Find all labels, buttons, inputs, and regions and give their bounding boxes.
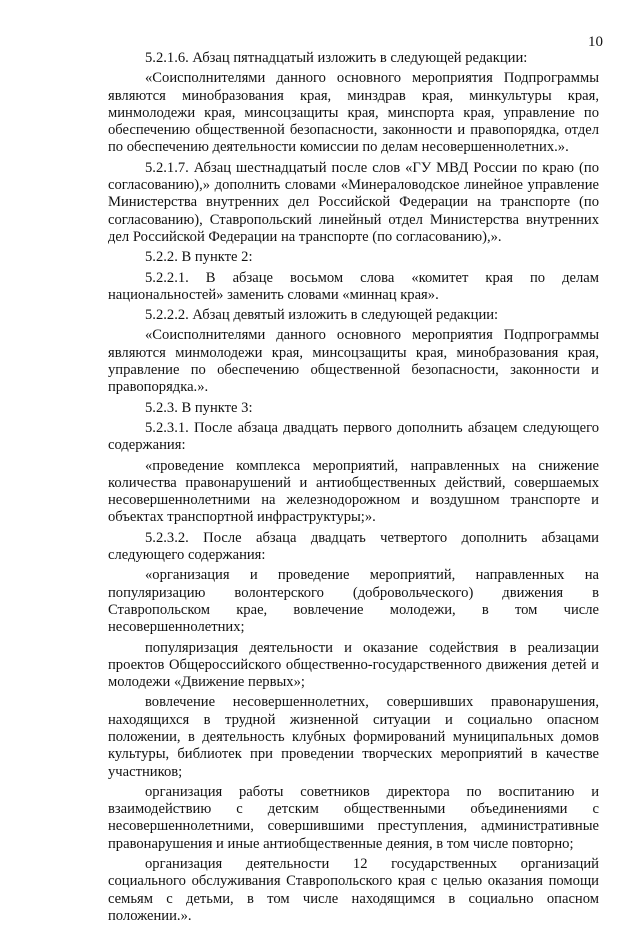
paragraph-5-2-2-2: 5.2.2.2. Абзац девятый изложить в следующей редакции: <box>145 307 499 324</box>
paragraph-5-2-2-1: 5.2.2.1. В абзаце восьмом слова «комитет края по делам национальностей» заменить словами «миннац края». <box>108 269 599 303</box>
paragraph-quote-coexecutors: «Соисполнителями данного основного мероприятия Подпрограммы являются минобразования края, минздрав края, минкультуры края, минмолодежи края, минсоцзащиты края, минспорта края, управление по обеспечению общественной безопасности, законности и правопорядка, отдел по обеспечению деятельности комиссии по делам несовершеннолетних.». <box>108 70 599 156</box>
paragraph-quote-transport: «проведение комплекса мероприятий, направленных на снижение количества правонарушений и антиобщественных действий, совершаемых несовершеннолетними на железнодорожном и воздушном транспорте и объектах транспортной инфраструктуры;». <box>108 457 599 526</box>
paragraph-5-2-1-6: 5.2.1.6. Абзац пятнадцатый изложить в следующей редакции: <box>145 50 528 66</box>
paragraph-involvement: вовлечение несовершеннолетних, совершивших правонарушения, находящихся в трудной жизненной ситуации и социально опасном положении, в деятельность клубных формирований муниципальных домов культуры, библиотек при проведении творческих мероприятий в качестве участников; <box>108 694 599 780</box>
page-number: 10 <box>588 34 603 50</box>
paragraph-quote-coexecutors-2: «Соисполнителями данного основного мероприятия Подпрограммы являются минмолодежи края, минсоцзащиты края, минобразования края, управление по обеспечению общественной безопасности, законности и правопорядка.». <box>108 327 599 396</box>
document-body <box>108 50 599 928</box>
paragraph-advisors: организация работы советников директора по воспитанию и взаимодействию с детским общественными объединениями с несовершеннолетними, совершившими преступления, административные правонарушения и иные антиобщественные деяния, в том числе повторно; <box>108 783 599 852</box>
paragraph-social-service: организация деятельности 12 государственных организаций социального обслуживания Ставропольского края с целью оказания помощи семьям с детьми, в том числе находящимся в социально опасном положении.». <box>108 856 599 924</box>
paragraph-5-2-1-7: 5.2.1.7. Абзац шестнадцатый после слов «ГУ МВД России по краю (по согласованию),» дополнить словами «Минераловодское линейное управление Министерства внутренних дел Российской Федерации на транспорте (по согласованию), Ставропольский линейный отдел Министерства внутренних дел Российской Федерации на транспорте (по согласованию),». <box>108 159 599 245</box>
paragraph-quote-volunteer: «организация и проведение мероприятий, направленных на популяризацию волонтерского (добровольческого) движения в Ставропольском крае, вовлечение молодежи, в том числе несовершеннолетних; <box>108 567 599 636</box>
paragraph-5-2-3: 5.2.3. В пункте 3: <box>145 399 253 416</box>
paragraph-5-2-3-1: 5.2.3.1. После абзаца двадцать первого дополнить абзацем следующего содержания: <box>108 419 599 454</box>
paragraph-5-2-2: 5.2.2. В пункте 2: <box>145 249 253 266</box>
paragraph-5-2-3-2: 5.2.3.2. После абзаца двадцать четвертого дополнить абзацами следующего содержания: <box>108 529 599 564</box>
paragraph-movement-first: популяризация деятельности и оказание содействия в реализации проектов Общероссийского общественно-государственного движения детей и молодежи «Движение первых»; <box>108 639 599 691</box>
